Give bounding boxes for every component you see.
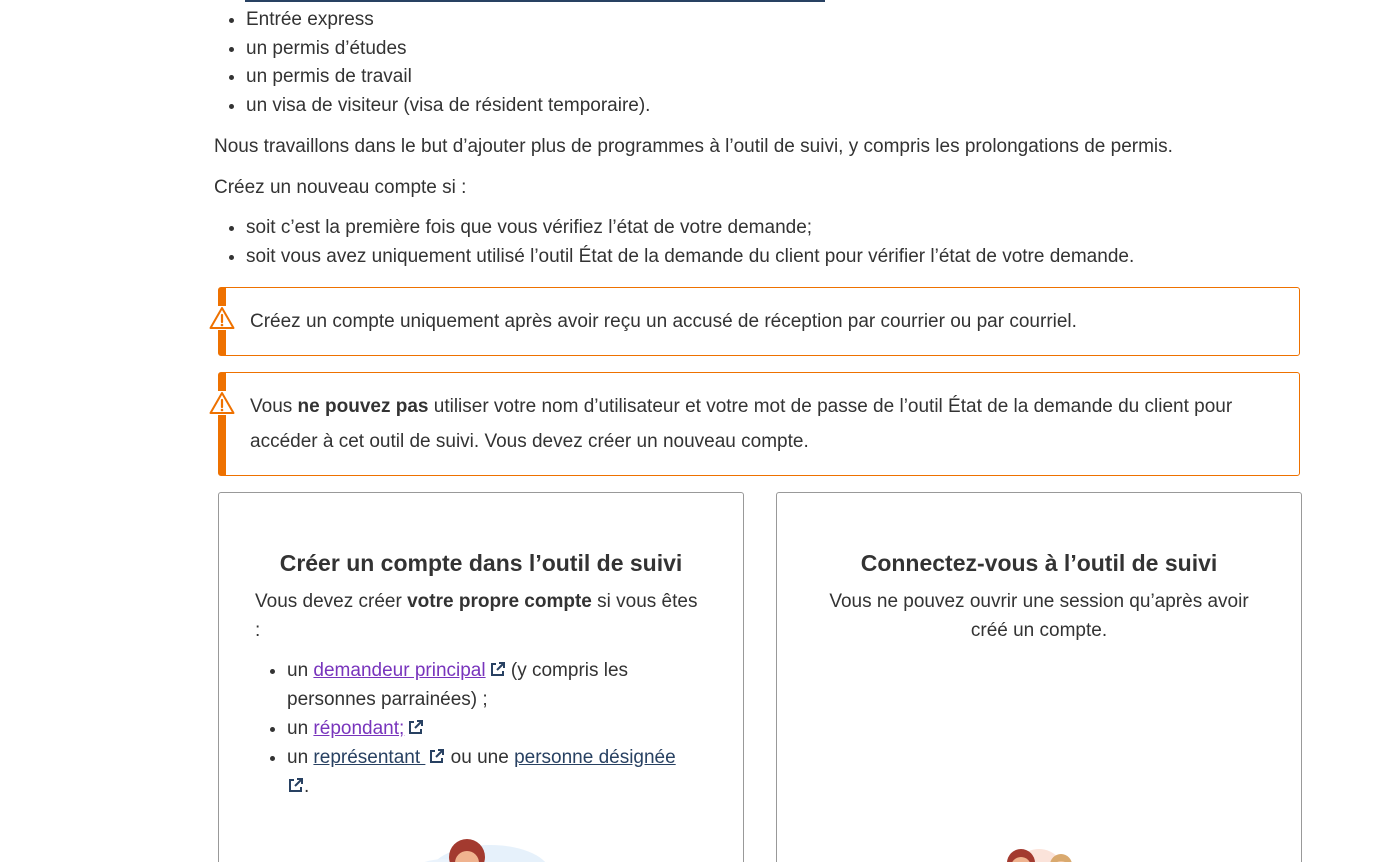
principal-applicant-link[interactable]: demandeur principal [313, 660, 486, 681]
item-suffix: . [304, 776, 310, 797]
external-link-icon [407, 716, 424, 733]
alert-suffix: utiliser votre nom d’utilisateur et votre mot de passe de l’outil État de la demande du client pour accéder à cet outil de suivi. Vous devez créer un nouveau compte. [250, 396, 1233, 452]
programs-note: Nous travaillons dans le but d’ajouter plus de programmes à l’outil de suivi, y compris les prolongations de permis. [214, 136, 1173, 157]
alert-text: Créez un compte uniquement après avoir reçu un accusé de réception par courrier ou par courriel. [250, 311, 1077, 332]
warning-alert-credentials [218, 372, 1300, 476]
card-intro [255, 587, 707, 645]
item-prefix: un [287, 660, 314, 681]
representative-link[interactable]: représentant [313, 747, 426, 768]
item-middle: ou une [445, 747, 515, 768]
list-item: • soit vous avez uniquement utilisé l’outil État de la demande du client pour vérifier l’état de votre demande. [246, 242, 1134, 271]
list-item [287, 656, 707, 714]
list-item: • soit c’est la première fois que vous vérifiez l’état de votre demande; [246, 213, 1134, 242]
external-link-icon [489, 658, 506, 675]
external-link-icon [287, 774, 304, 791]
login-card [776, 492, 1302, 862]
designated-person-link[interactable]: personne désignée [514, 747, 676, 768]
create-account-card [218, 492, 744, 862]
external-link-icon [428, 745, 445, 762]
item-prefix: un [287, 747, 314, 768]
item-prefix: un [287, 718, 314, 739]
warning-triangle-icon [209, 391, 235, 415]
list-item: • un permis de travail [246, 63, 650, 92]
people-illustration [973, 833, 1133, 862]
intro-suffix: si vous êtes : [255, 591, 698, 641]
cut-off-list-item [245, 0, 1345, 2]
item-suffix: (y compris les personnes parrainées) ; [287, 660, 629, 710]
program-list [214, 6, 650, 120]
card-title: Créer un compte dans l’outil de suivi [279, 550, 683, 576]
warning-alert-account-timing [218, 287, 1300, 356]
create-account-if: Créez un nouveau compte si : [214, 177, 467, 198]
warning-triangle-icon [209, 306, 235, 330]
people-illustration [395, 833, 555, 862]
cut-off-link[interactable] [245, 0, 825, 2]
card-title: Connectez-vous à l’outil de suivi [860, 550, 1218, 576]
alert-prefix: Vous [250, 396, 298, 417]
intro-bold: votre propre compte [407, 591, 592, 612]
list-item [287, 714, 707, 743]
list-item [287, 743, 707, 801]
conditions-list [214, 213, 1134, 271]
account-types-list [255, 656, 707, 801]
alert-text [250, 389, 1285, 459]
list-item: • Entrée express [246, 6, 650, 35]
card-body: Vous ne pouvez ouvrir une session qu’après avoir créé un compte. [829, 591, 1249, 641]
list-item: • un visa de visiteur (visa de résident temporaire). [246, 92, 650, 121]
sponsor-link[interactable]: répondant; [313, 718, 405, 739]
intro-prefix: Vous devez créer [255, 591, 408, 612]
list-item: • un permis d’études [246, 35, 650, 64]
alert-bold: ne pouvez pas [297, 396, 429, 417]
